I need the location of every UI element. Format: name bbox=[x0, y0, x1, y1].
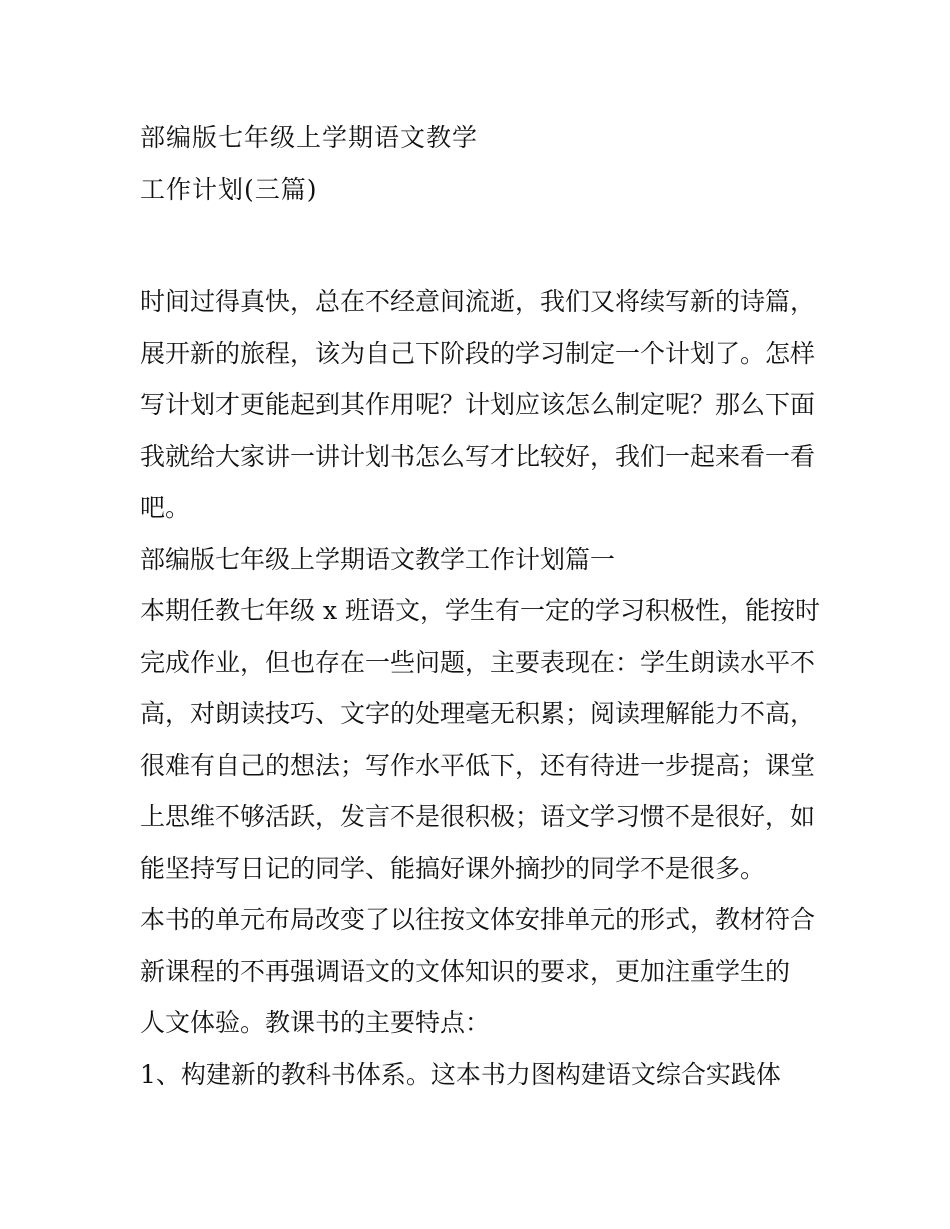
text-line: 写计划才更能起到其作用呢？计划应该怎么制定呢？那么下面 bbox=[140, 390, 816, 419]
text-line: 很难有自己的想法；写作水平低下，还有待进一步提高；课堂 bbox=[140, 750, 816, 780]
list-item-paragraph bbox=[140, 1049, 820, 1101]
text-line: 本期任教七年级 x 班语文，学生有一定的学习积极性，能按时 bbox=[140, 596, 820, 625]
text-line: 高，对朗读技巧、文字的处理毫无积累；阅读理解能力不高， bbox=[140, 699, 816, 728]
textbook-paragraph bbox=[140, 894, 820, 1049]
text-line: 部编版七年级上学期语文教学工作计划篇一 bbox=[140, 544, 616, 574]
text-line: 我就给大家讲一讲计划书怎么写才比较好，我们一起来看一看 bbox=[140, 441, 816, 471]
text-line: 时间过得真快，总在不经意间流逝，我们又将续写新的诗篇， bbox=[140, 287, 816, 316]
text-line: 本书的单元布局改变了以往按文体安排单元的形式，教材符合 bbox=[140, 905, 816, 934]
text-line: 人文体验。教课书的主要特点： bbox=[140, 1008, 491, 1037]
text-line: 上思维不够活跃，发言不是很积极；语文学习惯不是很好，如 bbox=[140, 802, 816, 831]
title-line: 工作计划(三篇) bbox=[140, 174, 318, 204]
text-line: 完成作业，但也存在一些问题，主要表现在：学生朗读水平不 bbox=[140, 647, 816, 677]
text-line: 能坚持写日记的同学、能搞好课外摘抄的同学不是很多。 bbox=[140, 853, 766, 883]
intro-paragraph bbox=[140, 276, 820, 534]
text-line: 新课程的不再强调语文的文体知识的要求，更加注重学生的 bbox=[140, 956, 791, 986]
document-title bbox=[140, 112, 820, 215]
class-situation-paragraph bbox=[140, 585, 820, 894]
section-heading bbox=[140, 534, 820, 586]
document-body bbox=[140, 276, 820, 1100]
text-line: 吧。 bbox=[140, 493, 191, 522]
title-line: 部编版七年级上学期语文教学 bbox=[140, 123, 479, 152]
text-line: 1、构建新的教科书体系。这本书力图构建语文综合实践体 bbox=[140, 1059, 781, 1089]
text-line: 展开新的旅程，该为自己下阶段的学习制定一个计划了。怎样 bbox=[140, 338, 816, 368]
